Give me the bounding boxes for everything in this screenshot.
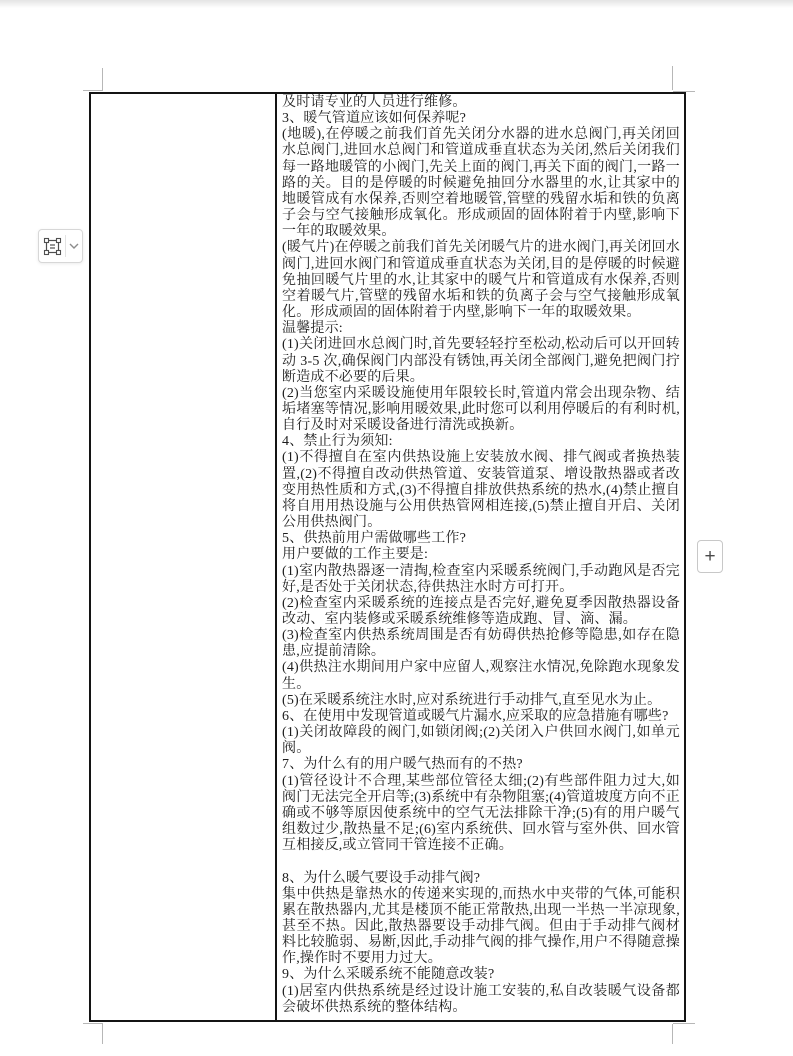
crop-mark-bottom-right (672, 1024, 673, 1044)
paragraph: 3、暖气管道应该如何保养呢? (282, 111, 467, 127)
page-gap-shadow (0, 0, 793, 8)
paragraph: 9、为什么采暖系统不能随意改装? (282, 967, 495, 983)
paragraph: 集中供热是靠热水的传递来实现的,而热水中夹带的气体,可能积累在散热器内,尤其是楼顶不能正常散热,出现一半热一半凉现象,甚至不热。因此,散热器要设手动排气阀。但由于手动排气阀材料比较脆弱、易断,因此,手动排气阀的排气操作,用户不得随意操作,操作时不要用力过大。 (282, 886, 680, 967)
paragraph: (2)检查室内采暖系统的连接点是否完好,避免夏季因散热器设备改动、室内装修或采暖系统维修等造成跑、冒、滴、漏。 (282, 595, 680, 627)
plus-icon: + (704, 545, 716, 567)
paragraph: (1)室内散热器逐一清掏,检查室内采暖系统阀门,手动跑风是否完好,是否处于关闭状态,待供热注水时方可打开。 (282, 563, 680, 595)
paragraph: 8、为什么暖气要设手动排气阀? (282, 870, 481, 886)
paragraph: 7、为什么有的用户暖气热而有的不热? (282, 757, 523, 773)
paragraph (282, 854, 680, 870)
paragraph: 用户要做的工作主要是: (282, 547, 429, 563)
paragraph: (2)当您室内采暖设施使用年限较长时,管道内常会出现杂物、结垢堵塞等情况,影响用暖效果,此时您可以利用停暖后的有利时机,自行及时对采暖设备进行清洗或换新。 (282, 385, 680, 434)
table-cell-empty[interactable] (91, 94, 277, 1020)
table-tool-button[interactable] (38, 229, 83, 263)
paragraph: 及时请专业的人员进行维修。 (282, 95, 467, 110)
crop-mark-top-left (102, 68, 103, 90)
paragraph: 6、在使用中发现管道或暖气片漏水,应采取的应急措施有哪些? (282, 708, 669, 724)
paragraph: (地暖),在停暖之前我们首先关闭分水器的进水总阀门,再关闭回水总阀门,进回水总阀门和管道成垂直状态为关闭,然后关闭我们每一路地暖管的小阀门,先关上面的阀门,再关下面的阀门,一路一路的关。目的是停暖的时候避免抽回分水器里的水,让其家中的地暖管成有水保养,否则空着地暖管,管壁的残留水垢和铁的负离子会与空气接触形成氧化。形成顽固的固体附着于内壁,影响下一年的取暖效果。 (282, 127, 680, 240)
crop-mark-bottom-right (673, 1023, 695, 1024)
paragraph: 温馨提示: (282, 321, 343, 337)
crop-mark-top-left (83, 90, 103, 91)
document-table (89, 92, 686, 1022)
plus-button[interactable] (697, 540, 723, 573)
paragraph: (1)关闭进回水总阀门时,首先要轻轻拧至松动,松动后可以开回转动 3-5 次,确保阀门内部没有锈蚀,再关闭全部阀门,避免把阀门拧断造成不必要的后果。 (282, 337, 680, 385)
paragraph: (1)管径设计不合理,某些部位管径太细;(2)有些部件阻力过大,如阀门无法完全开启等;(3)系统中有杂物阻塞;(4)管道坡度方向不正确或不够等原因使系统中的空气无法排除干净;(5)有的用户暖气组数过少,散热量不足;(6)室内系统供、回水管与室外供、回水管互相接反,或立管同干管连接不正确。 (282, 773, 680, 854)
crop-mark-bottom-left (83, 1023, 103, 1024)
paragraph: (1)不得擅自在室内供热设施上安装放水阀、排气阀或者换热装置,(2)不得擅自改动供热管道、安装管道泵、增设散热器或者改变用热性质和方式,(3)不得擅自排放供热系统的热水,(4)禁止擅自将自用用热设施与公用供热管网相连接,(5)禁止擅自开启、关闭公用供热阀门。 (282, 450, 680, 531)
crop-mark-top-right (672, 66, 673, 90)
paragraph: 5、供热前用户需做哪些工作? (282, 531, 467, 547)
paragraph: (1)关闭故障段的阀门,如锁闭阀;(2)关闭入户供回水阀门,如单元阀。 (282, 725, 680, 757)
crop-mark-bottom-left (102, 1024, 103, 1044)
paragraph: (暖气片)在停暖之前我们首先关闭暖气片的进水阀门,再关闭回水阀门,进回水阀门和管道成垂直状态为关闭,目的是停暖的时候避免抽回暖气片里的水,让其家中的暖气片和管道成有水保养,否则空着暖气片,管壁的残留水垢和铁的负离子会与空气接触形成氧化。形成顽固的固体附着于内壁,影响下一年的取暖效果。 (282, 240, 680, 321)
chevron-down-icon[interactable] (66, 243, 82, 249)
paragraph: (3)检查室内供热系统周围是否有妨碍供热抢修等隐患,如存在隐患,应提前清除。 (282, 628, 680, 660)
paragraph: 4、禁止行为须知: (282, 434, 393, 450)
table-selector-icon[interactable] (39, 237, 65, 256)
paragraph: (5)在采暖系统注水时,应对系统进行手动排气,直至见水为止。 (282, 692, 662, 708)
paragraph: (1)居室内供热系统是经过设计施工安装的,私自改装暖气设备都会破坏供热系统的整体结构。 (282, 983, 680, 1015)
paragraph: (4)供热注水期间用户家中应留人,观察注水情况,免除跑水现象发生。 (282, 660, 680, 692)
table-cell-text[interactable] (277, 94, 684, 1020)
